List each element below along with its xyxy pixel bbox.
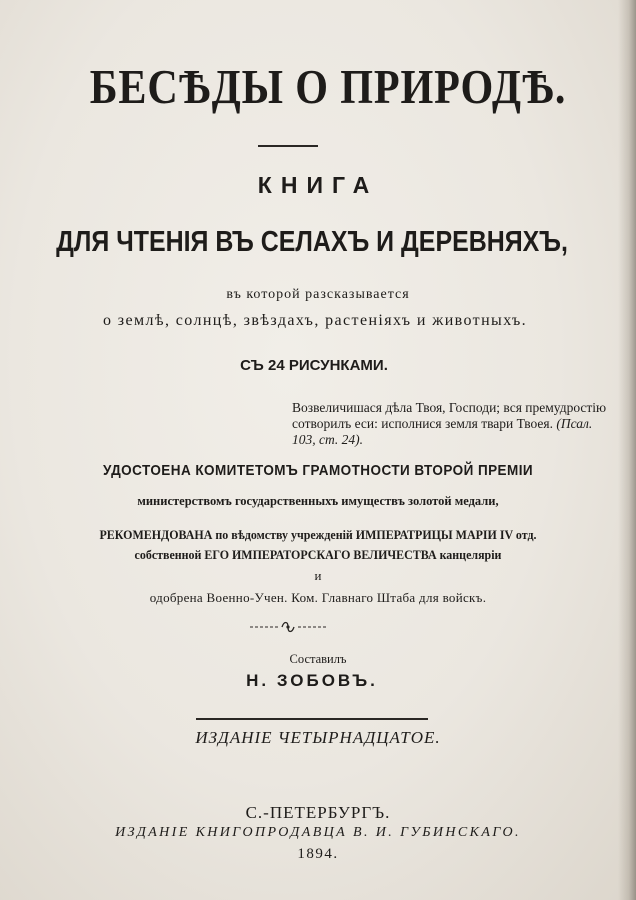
award-line-2: министерствомъ государственныхъ имуществъ золотой медали, xyxy=(137,494,499,508)
book-subtitle: ДЛЯ ЧТЕНІЯ ВЪ СЕЛАХЪ И ДЕРЕВНЯХЪ, xyxy=(56,226,568,258)
imprint-year: 1894. xyxy=(297,846,339,862)
award-line-1: УДОСТОЕНА КОМИТЕТОМЪ ГРАМОТНОСТИ ВТОРОЙ ПРЕМІИ xyxy=(102,462,534,479)
imprint-publisher: ИЗДАНІЕ КНИГОПРОДАВЦА В. И. ГУБИНСКАГО. xyxy=(115,825,521,840)
compiler-name: Н. ЗОБОВЪ. xyxy=(246,671,378,690)
epigraph-text: Возвеличишася дѣла Твоя, Господи; вся премудростію сотворилъ еси: исполнися земля твари Твоея. xyxy=(292,400,607,431)
book-label: КНИГА xyxy=(257,172,379,198)
description-topics: о землѣ, солнцѣ, звѣздахъ, растеніяхъ и животныхъ. xyxy=(102,312,528,329)
book-title: БЕСѢДЫ О ПРИРОДѢ. xyxy=(89,59,567,114)
edition-note: ИЗДАНІЕ ЧЕТЫРНАДЦАТОЕ. xyxy=(195,728,441,747)
page-edge-shadow xyxy=(618,0,636,900)
epigraph xyxy=(292,400,612,448)
award-line-4: собственной ЕГО ИМПЕРАТОРСКАГО ВЕЛИЧЕСТВА канцеляріи xyxy=(134,547,502,562)
award-line-6: одобрена Военно-Учен. Ком. Главнаго Штаба для войскъ. xyxy=(149,590,487,605)
illustrations-note: СЪ 24 РИСУНКАМИ. xyxy=(240,357,388,374)
epigraph-reference: (Псал. 103, ст. 24). xyxy=(292,416,593,447)
edition-divider xyxy=(196,718,428,720)
compiler-label: Составилъ xyxy=(289,652,347,666)
award-line-3: РЕКОМЕНДОВАНА по вѣдомству учрежденій ИМПЕРАТРИЦЫ МАРІИ IV отд. xyxy=(99,527,537,542)
imprint-city: С.-ПЕТЕРБУРГЪ. xyxy=(245,803,391,822)
ornament-divider-icon xyxy=(248,618,328,636)
title-divider xyxy=(258,145,318,147)
award-line-5: и xyxy=(314,568,322,583)
description-intro: въ которой разсказывается xyxy=(226,287,410,302)
